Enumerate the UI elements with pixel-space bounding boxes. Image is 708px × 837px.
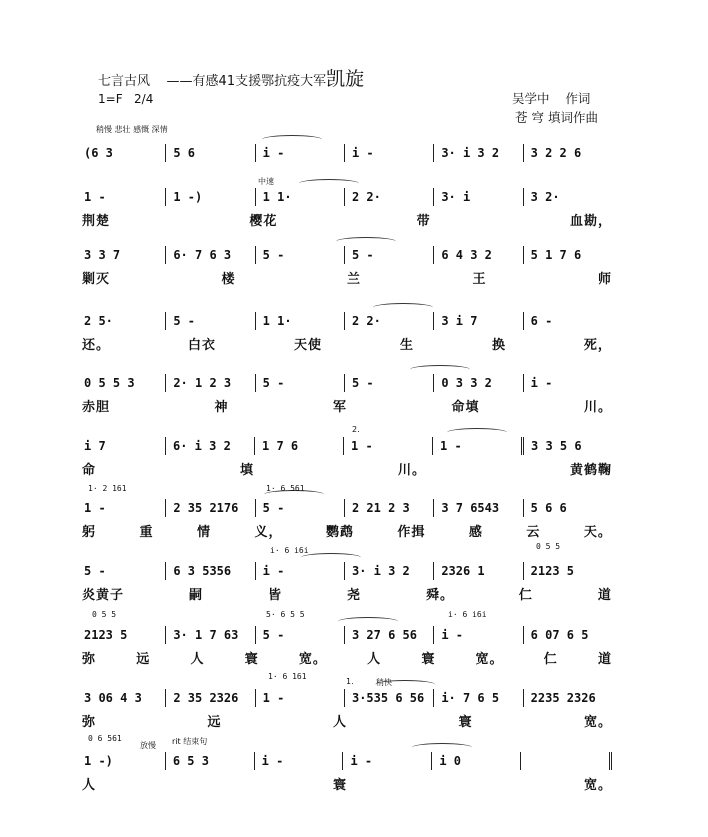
measure: 1 7 6 (254, 437, 343, 455)
lyric-word: 川。 (583, 400, 612, 415)
lyric-word: 宽。 (475, 652, 504, 667)
lyric-word: 荆楚 (82, 214, 111, 229)
measure: 3· i 3 2 (344, 562, 433, 580)
lyric-word: 远 (207, 715, 222, 730)
tie-arc (262, 135, 322, 144)
upper-voice-notes: 1· 2 161 (88, 484, 127, 493)
measure: 1 -) (84, 754, 113, 768)
lyric-word: 寰 (421, 652, 436, 667)
lyric-line (82, 648, 612, 667)
measure: 6 3 5356 (165, 562, 254, 580)
measure (520, 752, 612, 770)
tempo-mark: 中速 (258, 177, 274, 186)
measure: 2123 5 (84, 628, 128, 642)
measure: 1 1· (255, 312, 344, 330)
measure: 1 -) (165, 188, 254, 206)
lyric-word: 寰 (458, 715, 473, 730)
lyric-word: 军 (332, 400, 347, 415)
lyric-word: 兰 (346, 272, 361, 287)
lyric-word: 作揖 (397, 525, 426, 540)
notation-line (82, 497, 612, 517)
lyric-word: 仁 (518, 588, 533, 603)
notation-line (82, 560, 612, 580)
measure: 3 7 6543 (433, 499, 522, 517)
notation-line (82, 624, 612, 644)
composer-role: 填词作曲 (547, 110, 598, 125)
measure: 3 3 7 (84, 248, 121, 262)
lyric-word: 皆 (267, 588, 282, 603)
measure: i 7 (84, 439, 106, 453)
measure: 6· 7 6 3 (165, 246, 254, 264)
lyric-word: 樱花 (249, 214, 278, 229)
measure: 2326 1 (433, 562, 522, 580)
upper-voice-notes: 0 5 5 (536, 542, 561, 551)
lyric-word: 天。 (583, 525, 612, 540)
title-part-1: 七言古风 (98, 74, 151, 89)
lyric-word: 义， (254, 525, 283, 540)
lyric-word: 宽。 (298, 652, 327, 667)
lyric-line (82, 210, 612, 229)
lyric-word: 命填 (451, 400, 480, 415)
lyric-word: 寰 (244, 652, 259, 667)
lyric-word: 道 (597, 652, 612, 667)
title-part-2: ——有感41支援鄂抗疫大军 (166, 74, 327, 89)
lyric-word: 道 (597, 588, 612, 603)
notation-line (82, 310, 612, 330)
upper-voice-notes: 0 5 5 (92, 610, 117, 619)
lyric-word: 宽。 (583, 715, 612, 730)
upper-voice-notes: i· 6 i6i (448, 610, 487, 619)
measure: 3· 1 7 63 (165, 626, 254, 644)
lyric-word: 师 (597, 272, 612, 287)
lyric-word: 仁 (543, 652, 558, 667)
measure: 1 - (343, 437, 432, 455)
lyric-word: 弥 (82, 652, 97, 667)
lyric-word: 人 (332, 715, 347, 730)
lyric-word: 填 (239, 463, 254, 478)
measure: i - (342, 752, 431, 770)
lyric-word: 重 (139, 525, 154, 540)
notation-line (82, 435, 612, 455)
tie-arc (338, 617, 398, 626)
measure: 3 2· (523, 188, 612, 206)
measure: i - (523, 374, 612, 392)
measure: 5 - (255, 246, 344, 264)
measure: 5 6 (165, 144, 254, 162)
measure: 1 - (84, 190, 106, 204)
slow-tag-mark: 放慢 (140, 741, 156, 750)
composer-credit (515, 108, 598, 126)
measure: 5 - (255, 499, 344, 517)
measure: i - (255, 144, 344, 162)
tie-arc (373, 303, 433, 312)
measure: 5 - (165, 312, 254, 330)
measure: 1 1· (255, 188, 344, 206)
lyric-word: 寰 (332, 778, 347, 793)
tie-arc (447, 428, 507, 437)
measure: i· 7 6 5 (433, 689, 522, 707)
lyric-word: 天使 (293, 338, 322, 353)
measure: i - (254, 752, 343, 770)
measure: 6 07 6 5 (523, 626, 612, 644)
measure: 3 06 4 3 (84, 691, 142, 705)
measure: 2 35 2176 (165, 499, 254, 517)
upper-voice-notes: 1· 6 161 (268, 672, 307, 681)
lyric-word: 楼 (221, 272, 236, 287)
lyric-word: 剿灭 (82, 272, 111, 287)
measure: 6 4 3 2 (433, 246, 522, 264)
lyric-word: 死， (583, 338, 612, 353)
measure: 2123 5 (523, 562, 612, 580)
lyric-line (82, 268, 612, 287)
measure: 0 5 5 3 (84, 376, 135, 390)
upper-voice-notes: 1· 6 561 (266, 484, 305, 493)
measure: 5 - (344, 246, 433, 264)
expression-mark: 稍慢 悲壮 感慨 深情 (96, 125, 168, 134)
rit-mark: rit 结束句 (172, 737, 208, 746)
lyric-word: 嗣 (188, 588, 203, 603)
lyric-word: 炎黄子 (82, 588, 125, 603)
lyric-word: 换 (491, 338, 506, 353)
measure: 5 - (255, 626, 344, 644)
measure: 5 - (255, 374, 344, 392)
faster-mark: 稍快 (376, 678, 392, 687)
measure: 6 - (523, 312, 612, 330)
lyric-word: 云 (526, 525, 541, 540)
title-part-3: 凯旋 (326, 68, 365, 90)
lyric-word: 人 (367, 652, 382, 667)
lyric-word: 带 (416, 214, 431, 229)
measure: 3·535 6 56 (344, 689, 433, 707)
key-text: 1=F (98, 92, 123, 106)
meter-text: 2/4 (134, 92, 154, 106)
lyric-word: 血勘， (569, 214, 612, 229)
lyric-word: 人 (190, 652, 205, 667)
lyric-word: 白衣 (187, 338, 216, 353)
lyric-word: 还。 (82, 338, 111, 353)
lyric-word: 命 (82, 463, 97, 478)
lyric-word: 远 (136, 652, 151, 667)
measure: 2· 1 2 3 (165, 374, 254, 392)
lyric-word: 尧 (346, 588, 361, 603)
notation-line (82, 142, 612, 162)
measure: 6· i 3 2 (165, 437, 254, 455)
lyric-word: 赤胆 (82, 400, 111, 415)
measure: 3· i (433, 188, 522, 206)
tie-arc (301, 553, 361, 562)
measure: 1 - (84, 501, 106, 515)
lyric-line (82, 584, 612, 603)
notation-line (82, 186, 612, 206)
notation-line (82, 372, 612, 392)
lyric-word: 弥 (82, 715, 97, 730)
measure: 3 i 7 (433, 312, 522, 330)
upper-voice-notes: 0 6 561 (88, 734, 122, 743)
tie-arc (299, 179, 359, 188)
measure: i - (255, 562, 344, 580)
tie-arc (375, 680, 435, 689)
lyric-line (82, 521, 612, 540)
measure: 2 2· (344, 312, 433, 330)
notation-line (82, 244, 612, 264)
lyric-word: 川。 (397, 463, 426, 478)
measure: 5 6 6 (523, 499, 612, 517)
lyric-line (82, 334, 612, 353)
lyric-word: 生 (399, 338, 414, 353)
lyric-word: 宽。 (583, 778, 612, 793)
lyric-line (82, 459, 612, 478)
measure: 3· i 3 2 (433, 144, 522, 162)
measure: 5 - (344, 374, 433, 392)
measure: 2 35 2326 (165, 689, 254, 707)
lyricist-name: 吴学中 (512, 91, 550, 106)
measure: 2 5· (84, 314, 113, 328)
lyric-word: 感 (468, 525, 483, 540)
measure: 2 2· (344, 188, 433, 206)
measure: i - (433, 626, 522, 644)
measure: i - (344, 144, 433, 162)
lyric-word: 黄鹤鞠 (569, 463, 612, 478)
song-title (98, 64, 364, 91)
lyric-word: 人 (82, 778, 97, 793)
measure: i 0 (431, 752, 520, 770)
measure: 3 2 2 6 (523, 144, 612, 162)
lyric-word: 鹦鹉 (325, 525, 354, 540)
lyric-word: 王 (472, 272, 487, 287)
measure: 3 3 5 6 (521, 437, 612, 455)
lyric-line (82, 774, 612, 793)
ending-2-mark: 2. (352, 425, 360, 434)
lyric-word: 躬 (82, 525, 97, 540)
measure: 1 - (255, 689, 344, 707)
lyric-line (82, 396, 612, 415)
tie-arc (412, 743, 472, 752)
measure: 2 21 2 3 (344, 499, 433, 517)
measure: 3 27 6 56 (344, 626, 433, 644)
lyric-word: 舜。 (425, 588, 454, 603)
measure: 0 3 3 2 (433, 374, 522, 392)
lyricist-credit (512, 89, 590, 107)
ending-1-mark: 1. (346, 677, 354, 686)
measure: 5 - (84, 564, 106, 578)
tie-arc (336, 237, 396, 246)
key-signature (98, 92, 153, 106)
lyricist-role: 作词 (565, 91, 591, 106)
notation-line (82, 750, 612, 770)
measure: 6 5 3 (165, 752, 254, 770)
tie-arc (410, 365, 470, 374)
measure: 1 - (432, 437, 521, 455)
measure: 5 1 7 6 (523, 246, 612, 264)
upper-voice-notes: 5· 6 5 5 (266, 610, 305, 619)
measure: (6 3 (84, 146, 113, 160)
lyric-word: 神 (214, 400, 229, 415)
lyric-word: 情 (196, 525, 211, 540)
notation-line (82, 687, 612, 707)
composer-name: 苍 穹 (515, 110, 544, 125)
lyric-line (82, 711, 612, 730)
measure: 2235 2326 (523, 689, 612, 707)
upper-voice-notes: i· 6 i6i (270, 546, 309, 555)
